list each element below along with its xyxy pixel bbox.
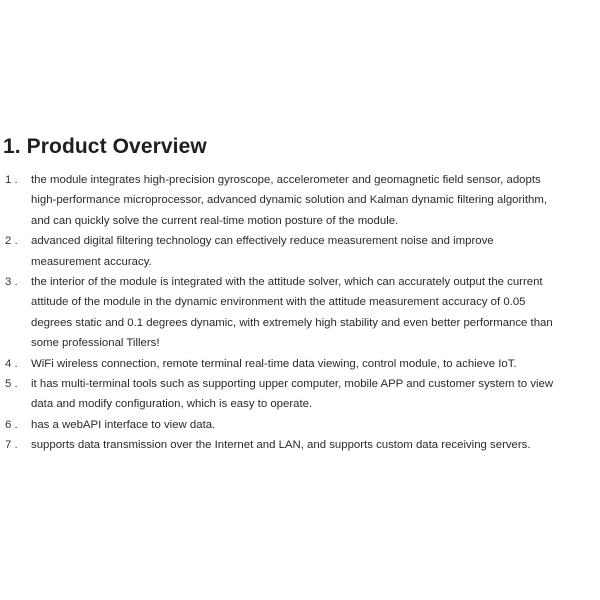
- list-item-text: [31, 374, 590, 415]
- list-item-line: data and modify configuration, which is easy to operate.: [31, 398, 313, 411]
- list-item-line: it has multi-terminal tools such as supporting upper computer, mobile APP and customer system to view: [31, 378, 554, 391]
- list-item-text: [31, 415, 590, 435]
- list-item: [5, 170, 590, 231]
- overview-list: [5, 170, 590, 456]
- list-item-line: degrees static and 0.1 degrees dynamic, with extremely high stability and even better performance than: [31, 316, 553, 329]
- list-item-number: 4 .: [5, 357, 18, 370]
- list-item: [5, 435, 590, 455]
- list-item-text: [31, 354, 590, 374]
- list-item-line: measurement accuracy.: [31, 255, 152, 268]
- list-item: [5, 415, 590, 435]
- list-item-line: some professional Tillers!: [31, 337, 160, 350]
- list-item-line: high-performance microprocessor, advanced dynamic solution and Kalman dynamic filtering algorithm,: [31, 194, 547, 207]
- list-item-line: WiFi wireless connection, remote terminal real-time data viewing, control module, to achieve IoT.: [31, 357, 517, 370]
- list-item: [5, 354, 590, 374]
- list-item-text: [31, 231, 590, 272]
- list-item-line: and can quickly solve the current real-time motion posture of the module.: [31, 214, 399, 227]
- list-item-line: the module integrates high-precision gyroscope, accelerometer and geomagnetic field sensor, adopts: [31, 174, 541, 186]
- list-item-line: has a webAPI interface to view data.: [31, 418, 216, 431]
- list-item-number: 5 .: [5, 378, 18, 391]
- section-title: 1. Product Overview: [3, 135, 207, 158]
- list-item-text: [31, 170, 590, 231]
- list-item: [5, 272, 590, 354]
- list-item: [5, 374, 590, 415]
- list-item-line: attitude of the module in the dynamic environment with the attitude measurement accuracy of 0.05: [31, 296, 526, 309]
- list-item-line: the interior of the module is integrated with the attitude solver, which can accurately output the current: [31, 276, 543, 289]
- list-item-text: [31, 435, 590, 455]
- list-item-line: supports data transmission over the Internet and LAN, and supports custom data receiving servers.: [31, 439, 531, 452]
- list-item-number: 3 .: [5, 276, 18, 289]
- list-item: [5, 231, 590, 272]
- list-item-number: 7 .: [5, 439, 18, 452]
- list-item-text: [31, 272, 590, 354]
- list-item-line: advanced digital filtering technology can effectively reduce measurement noise and improve: [31, 235, 494, 248]
- list-item-number: 1 .: [5, 174, 18, 186]
- list-item-number: 2 .: [5, 235, 18, 248]
- list-item-number: 6 .: [5, 418, 18, 431]
